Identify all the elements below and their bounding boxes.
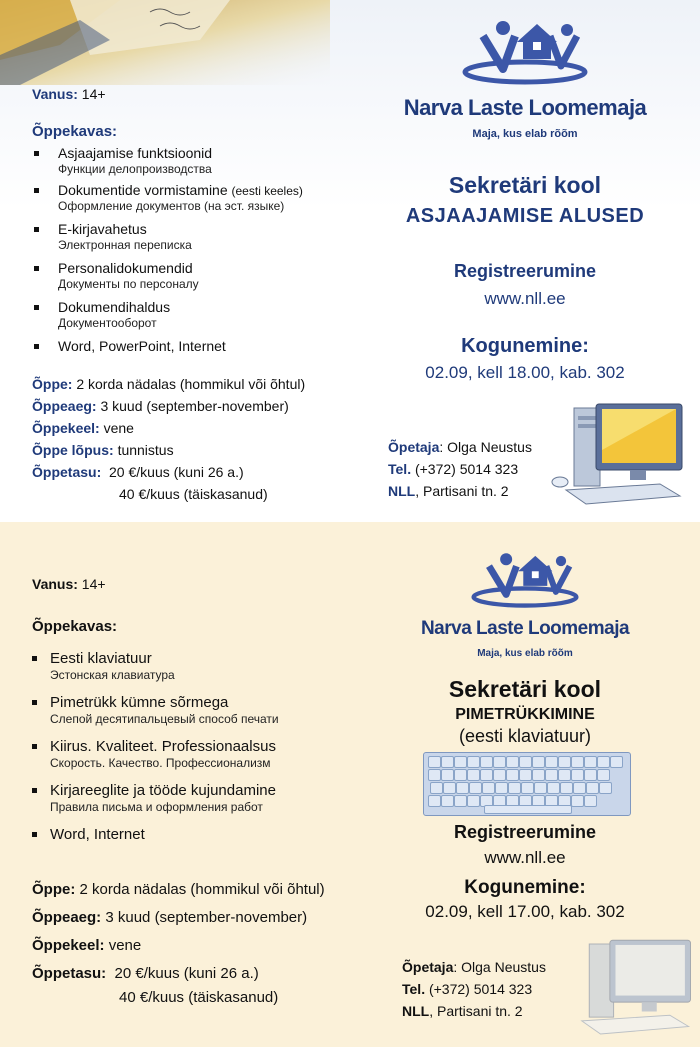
keyboard-key xyxy=(584,769,597,781)
keyboard-key xyxy=(558,769,571,781)
keyboard-key xyxy=(571,769,584,781)
keyboard-key xyxy=(573,782,586,794)
keyboard-spacebar xyxy=(484,805,572,814)
keyboard-key xyxy=(599,782,612,794)
list-item: Eesti klaviatuur Эстонская клавиатура xyxy=(28,650,378,694)
keyboard-key xyxy=(456,782,469,794)
logo xyxy=(465,547,585,611)
keyboard-key xyxy=(469,782,482,794)
list-item: Asjaajamise funktsioonid Функции делопроизводства xyxy=(30,145,360,182)
keyboard-key xyxy=(519,756,532,768)
keyboard-key xyxy=(506,756,519,768)
keyboard-key xyxy=(467,756,480,768)
course-subtitle: PIMETRÜKKIMINE xyxy=(455,706,595,723)
keyboard-key xyxy=(610,756,623,768)
end-line: Õppe lõpus: tunnistus xyxy=(32,442,174,458)
address-line: NLL, Partisani tn. 2 xyxy=(402,1003,523,1019)
fee-line-2: 40 €/kuus (täiskasanud) xyxy=(119,486,268,502)
plan-list xyxy=(30,145,360,354)
list-item: Dokumendihaldus Документооборот xyxy=(30,299,360,338)
keyboard-key xyxy=(428,795,441,807)
keyboard-key xyxy=(519,769,532,781)
fee-line-2: 40 €/kuus (täiskasanud) xyxy=(119,989,279,1006)
keyboard-key xyxy=(467,795,480,807)
keyboard-key xyxy=(454,795,467,807)
age-line xyxy=(32,86,106,102)
keyboard-key xyxy=(508,782,521,794)
details-block xyxy=(32,876,325,1008)
plan-label: Õppekavas: xyxy=(32,618,118,635)
course-title: Sekretäri kool xyxy=(448,676,602,702)
keyboard-key xyxy=(534,782,547,794)
keyboard-key xyxy=(493,769,506,781)
brand-tagline: Maja, kus elab rõõm xyxy=(477,648,573,659)
keyboard-key xyxy=(480,756,493,768)
keyboard-key xyxy=(454,769,467,781)
keyboard-key xyxy=(558,756,571,768)
reg-label: Registreerumine xyxy=(453,822,597,842)
age-value: 14+ xyxy=(81,576,106,592)
meet-value: 02.09, kell 18.00, kab. 302 xyxy=(425,363,625,382)
keyboard-key xyxy=(597,769,610,781)
plan-list xyxy=(28,650,378,843)
study-line: Õppe: 2 korda nädalas (hommikul või õhtul) xyxy=(32,881,325,898)
list-item: Kiirus. Kvaliteet. Professionaalsus Скорость. Качество. Профессионализм xyxy=(28,738,378,782)
keyboard-key xyxy=(467,769,480,781)
age-label: Vanus: xyxy=(32,86,78,102)
computer-icon xyxy=(530,400,690,512)
keyboard-icon xyxy=(423,752,631,816)
brand-tagline: Maja, kus elab rõõm xyxy=(472,128,578,140)
teacher-line: Õpetaja: Olga Neustus xyxy=(402,959,546,975)
reg-url[interactable]: www.nll.ee xyxy=(484,289,566,308)
keyboard-key xyxy=(532,769,545,781)
brand-name: Narva Laste Loomemaja xyxy=(403,95,647,120)
meet-label: Kogunemine: xyxy=(461,335,589,357)
keyboard-keys xyxy=(424,753,630,815)
keyboard-key xyxy=(545,756,558,768)
duration-line: Õppeaeg: 3 kuud (september-november) xyxy=(32,909,308,926)
keyboard-key xyxy=(545,769,558,781)
keyboard-key xyxy=(480,769,493,781)
brand-name: Narva Laste Loomemaja xyxy=(420,618,630,639)
keyboard-key xyxy=(482,782,495,794)
keyboard-key xyxy=(597,756,610,768)
meet-label: Kogunemine: xyxy=(464,877,586,898)
bottom-flyer xyxy=(0,522,700,1047)
teacher-line: Õpetaja: Olga Neustus xyxy=(388,439,532,455)
keyboard-key xyxy=(571,756,584,768)
age-line xyxy=(32,576,106,592)
contact-block xyxy=(388,436,532,502)
keyboard-key xyxy=(560,782,573,794)
keyboard-key xyxy=(428,769,441,781)
tel-line: Tel. (+372) 5014 323 xyxy=(388,461,519,477)
keyboard-key xyxy=(521,782,534,794)
logo xyxy=(455,14,595,88)
keyboard-key xyxy=(443,782,456,794)
keyboard-key xyxy=(495,782,508,794)
keyboard-key xyxy=(547,782,560,794)
details-block xyxy=(32,373,305,505)
computer-icon xyxy=(548,934,698,1044)
reg-label: Registreerumine xyxy=(453,261,597,281)
plan-label: Õppekavas: xyxy=(32,123,118,140)
reg-url[interactable]: www.nll.ee xyxy=(484,848,566,867)
age-label: Vanus: xyxy=(32,576,78,592)
list-item: Kirjareeglite ja tööde kujundamine Правила письма и оформления работ xyxy=(28,782,378,826)
course-note: (eesti klaviatuur) xyxy=(458,726,592,746)
study-line: Õppe: 2 korda nädalas (hommikul või õhtul) xyxy=(32,376,306,392)
list-item: Word, Internet xyxy=(28,826,378,843)
keyboard-key xyxy=(428,756,441,768)
list-item: Word, PowerPoint, Internet xyxy=(30,338,360,354)
keyboard-key xyxy=(571,795,584,807)
keyboard-key xyxy=(584,795,597,807)
duration-line: Õppeaeg: 3 kuud (september-november) xyxy=(32,398,289,414)
top-flyer xyxy=(0,0,700,522)
course-subtitle: ASJAAJAMISE ALUSED xyxy=(405,205,645,227)
keyboard-key xyxy=(441,769,454,781)
list-item: Personalidokumendid Документы по персоналу xyxy=(30,260,360,299)
keyboard-key xyxy=(441,756,454,768)
keyboard-key xyxy=(430,782,443,794)
fee-line: Õppetasu: 20 €/kuus (kuni 26 a.) xyxy=(32,965,259,982)
keyboard-key xyxy=(493,756,506,768)
list-item: E-kirjavahetus Электронная переписка xyxy=(30,221,360,260)
fee-line: Õppetasu: 20 €/kuus (kuni 26 a.) xyxy=(32,464,244,480)
age-value: 14+ xyxy=(81,86,106,102)
keyboard-key xyxy=(584,756,597,768)
tel-line: Tel. (+372) 5014 323 xyxy=(402,981,533,997)
language-line: Õppekeel: vene xyxy=(32,937,142,954)
keyboard-key xyxy=(506,769,519,781)
keyboard-key xyxy=(586,782,599,794)
keyboard-key xyxy=(441,795,454,807)
notebook-photo xyxy=(0,0,330,85)
language-line: Õppekeel: vene xyxy=(32,420,134,436)
list-item: Dokumentide vormistamine (eesti keeles) Оформление документов (на эст. языке) xyxy=(30,182,360,221)
course-title: Sekretäri kool xyxy=(448,172,602,198)
keyboard-key xyxy=(532,756,545,768)
keyboard-key xyxy=(454,756,467,768)
contact-block xyxy=(402,956,546,1022)
meet-value: 02.09, kell 17.00, kab. 302 xyxy=(425,902,625,921)
address-line: NLL, Partisani tn. 2 xyxy=(388,483,509,499)
list-item: Pimetrükk kümne sõrmega Слепой десятипальцевый способ печати xyxy=(28,694,378,738)
